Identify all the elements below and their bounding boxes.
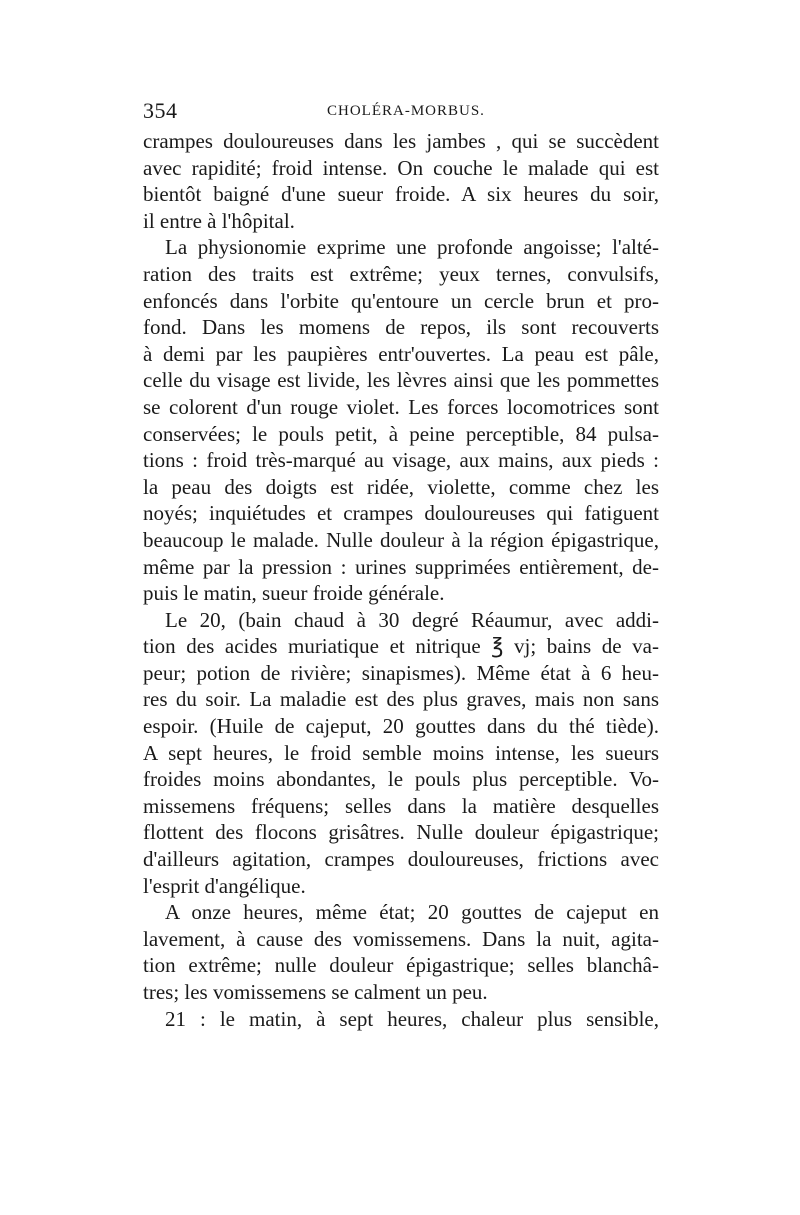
text-line: A sept heures, le froid semble moins intense, les sueurs [143,740,659,765]
text-line: froides moins abondantes, le pouls plus perceptible. Vo- [143,767,659,792]
text-line: crampes douloureuses dans les jambes , qui se succèdent [143,129,659,153]
text-line: même par la pression : urines supprimées entièrement, de- [143,554,659,579]
text-line: avec rapidité; froid intense. On couche le malade qui est [143,155,659,180]
text-line: conservées; le pouls petit, à peine perceptible, 84 pulsa- [143,421,659,446]
text-line: il entre à l'hôpital. [143,208,295,233]
text-line: la peau des doigts est ridée, violette, comme chez les [143,474,659,499]
text-line: ration des traits est extrême; yeux ternes, convulsifs, [143,261,659,286]
text-line: A onze heures, même état; 20 gouttes de cajeput en [165,900,659,925]
text-line: tres; les vomissemens se calment un peu. [143,980,488,1004]
text-line: flottent des flocons grisâtres. Nulle douleur épigastrique; [143,820,659,845]
text-line: res du soir. La maladie est des plus graves, mais non sans [143,687,659,712]
running-title: CHOLÉRA-MORBUS. [327,103,485,119]
text-line: La physionomie exprime une profonde angoisse; l'alté- [165,235,659,260]
text-line: d'ailleurs agitation, crampes douloureuses, frictions avec [143,847,659,872]
text-line: puis le matin, sueur froide générale. [143,581,445,606]
body-text [143,128,659,1032]
text-line: missemens fréquens; selles dans la matière desquelles [143,793,659,818]
text-line: à demi par les paupières entr'ouvertes. La peau est pâle, [143,341,659,366]
text-line: bientôt baigné d'une sueur froide. A six heures du soir, [143,182,659,207]
text-line: fond. Dans les momens de repos, ils sont recouverts [143,315,659,340]
text-line: tions : froid très-marqué au visage, aux mains, aux pieds : [143,448,659,473]
text-line: Le 20, (bain chaud à 30 degré Réaumur, avec addi- [165,607,659,632]
text-line: 21 : le matin, à sept heures, chaleur plus sensible, [165,1006,659,1031]
text-line: tion extrême; nulle douleur épigastrique; selles blanchâ- [143,953,659,978]
text-line: espoir. (Huile de cajeput, 20 gouttes dans du thé tiède). [143,714,659,739]
text-line: l'esprit d'angélique. [143,873,306,898]
text-line: tion des acides muriatique et nitrique ℥ vj; bains de va- [143,634,659,659]
text-line: celle du visage est livide, les lèvres ainsi que les pommettes [143,368,659,393]
text-line: noyés; inquiétudes et crampes douloureuses qui fatiguent [143,501,659,526]
text-line: peur; potion de rivière; sinapismes). Même état à 6 heu- [143,660,659,685]
text-line: lavement, à cause des vomissemens. Dans la nuit, agita- [143,926,659,951]
text-line: beaucoup le malade. Nulle douleur à la région épigastrique, [143,527,659,552]
text-line: se colorent d'un rouge violet. Les forces locomotrices sont [143,394,659,419]
page-number: 354 [143,98,178,123]
text-line: enfoncés dans l'orbite qu'entoure un cercle brun et pro- [143,288,659,313]
